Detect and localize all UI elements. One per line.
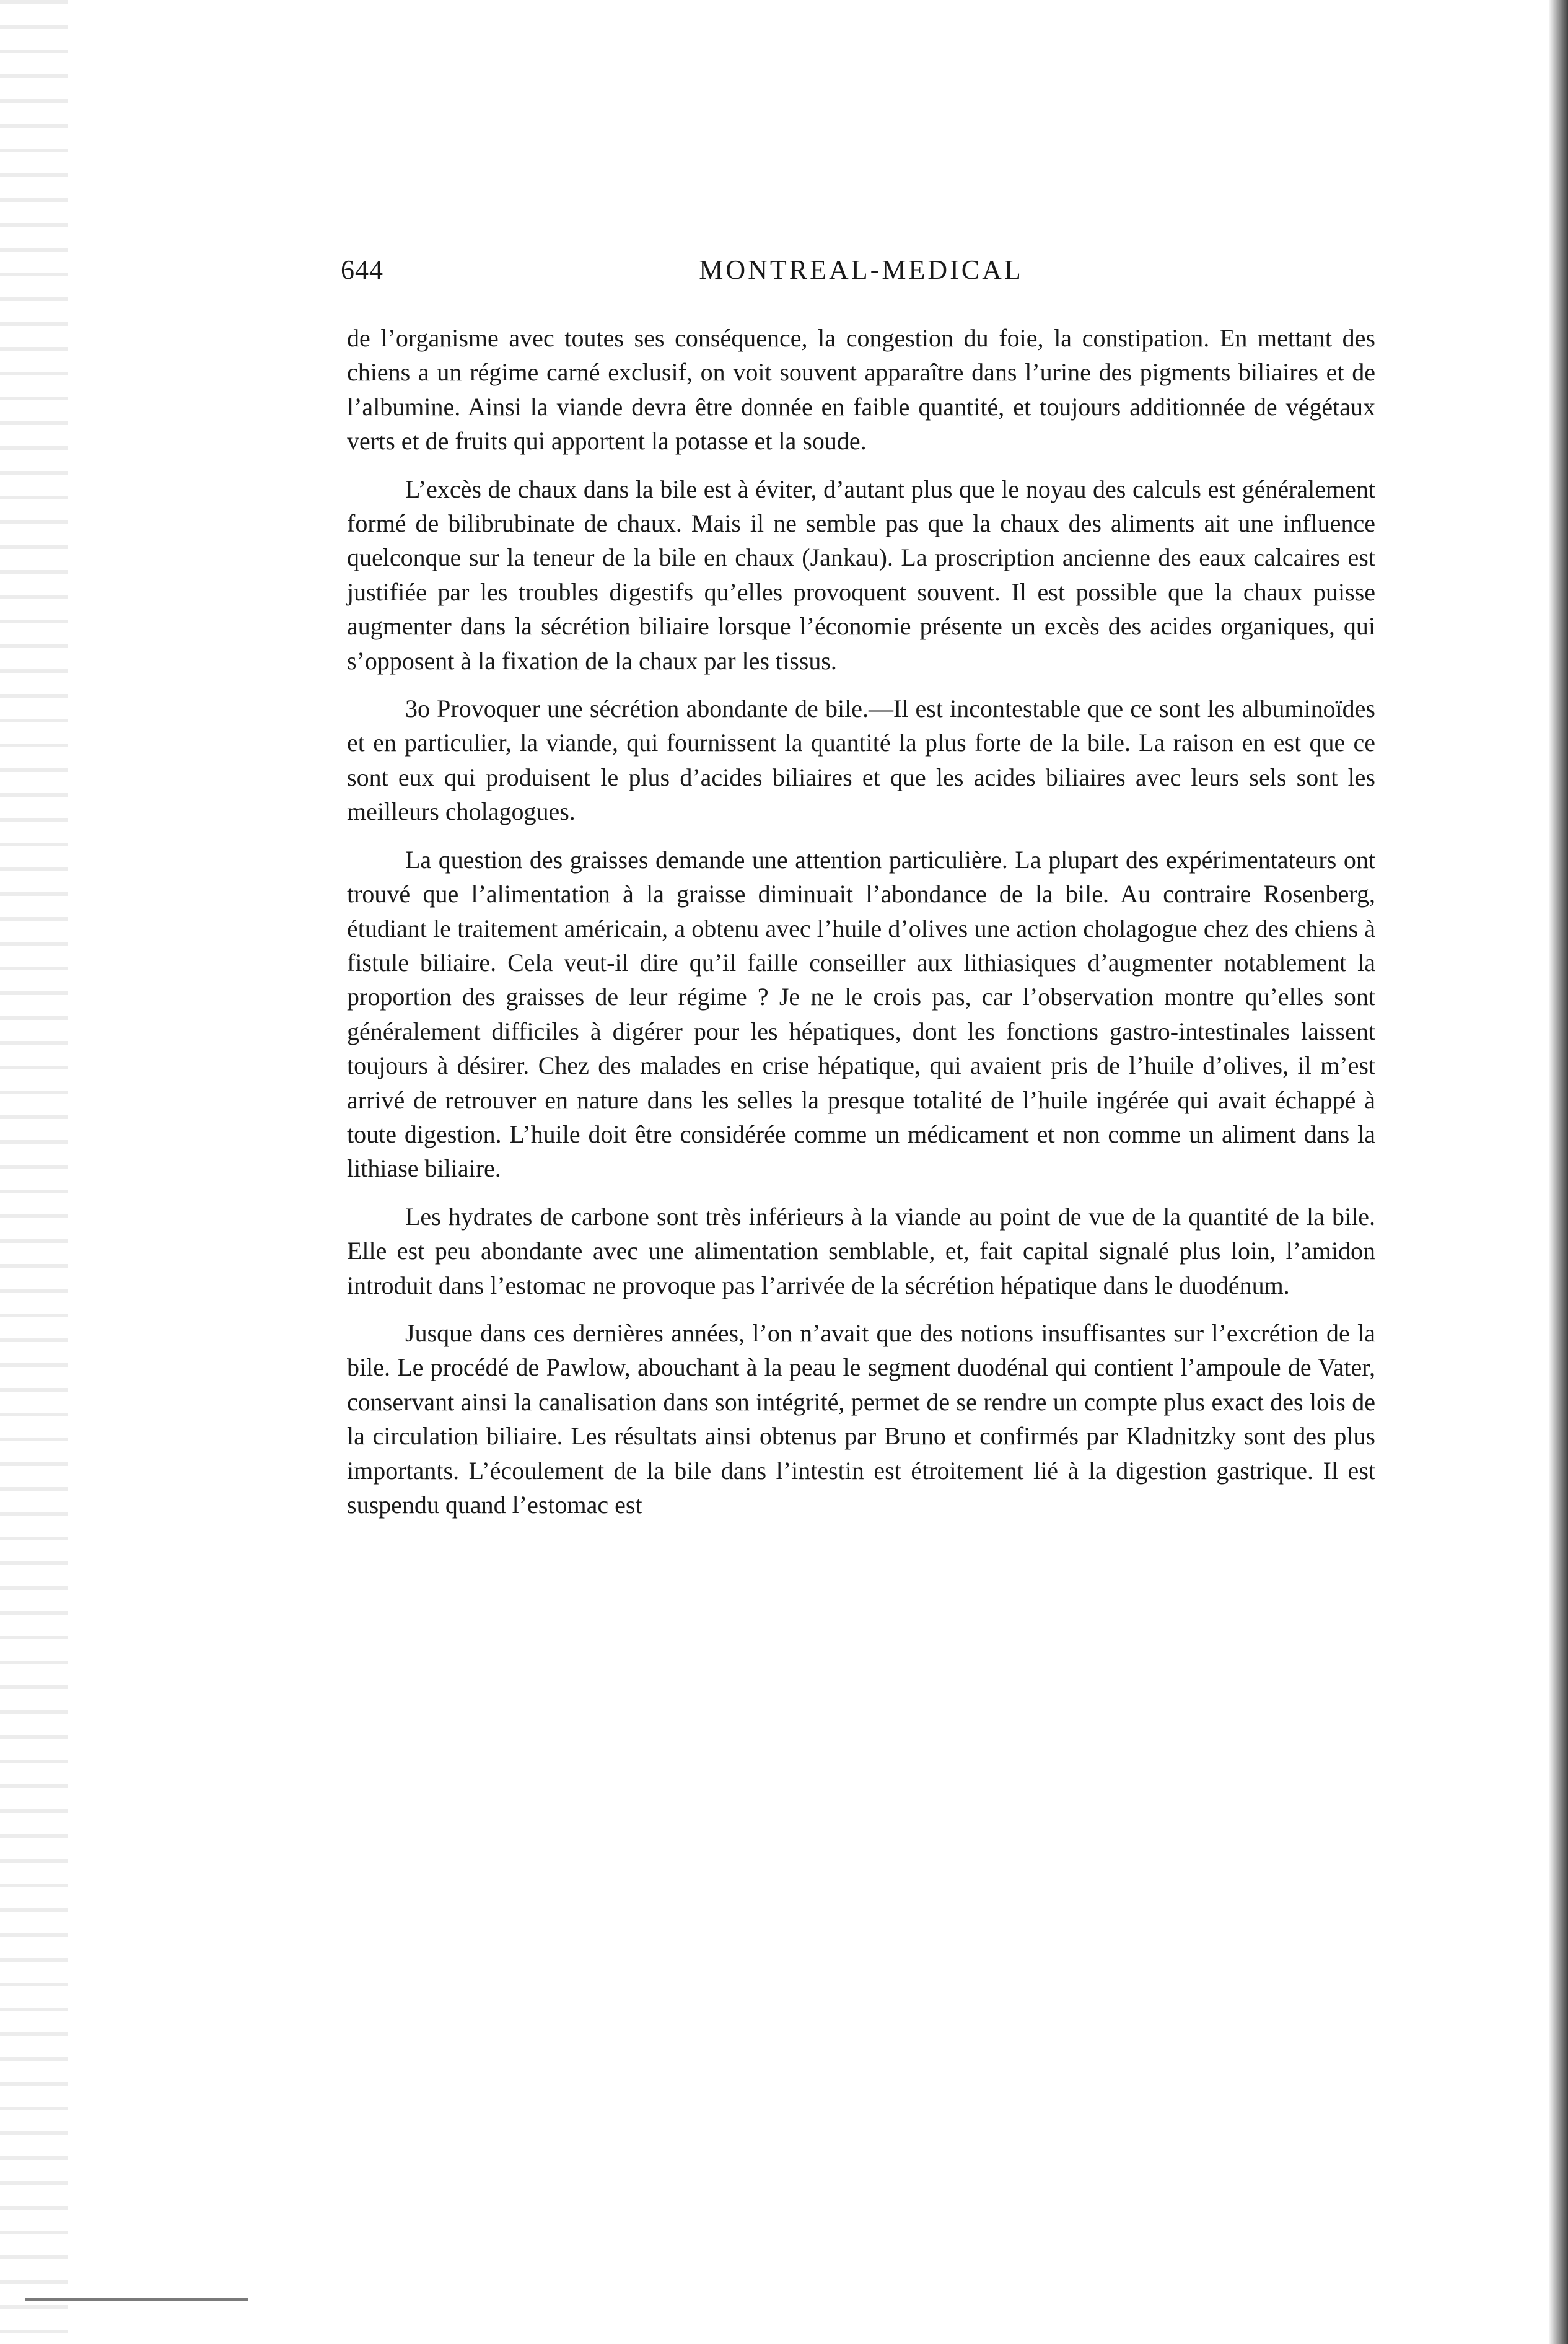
paragraph: L’excès de chaux dans la bile est à éviter, d’autant plus que le noyau des calculs est généralement formé de bilibrubinate de chaux. Mais il ne semble pas que la chaux des aliments ait une influence quelconque sur la teneur de la bile en chaux (Jankau). La proscription ancienne des eaux calcaires est justifiée par les troubles digestifs qu’elles provoquent souvent. Il est possible que la chaux puisse augmenter dans la sécrétion biliaire lorsque l’économie présente un excès des acides organiques, qui s’opposent à la fixation de la chaux par les tissus. <box>347 475 1375 675</box>
paragraph: La question des graisses demande une attention particulière. La plupart des expérimentateurs ont trouvé que l’alimentation à la graisse diminuait l’abondance de la bile. Au contraire Rosenberg, étudiant le traitement américain, a obtenu avec l’huile d’olives une action cholagogue chez des chiens à fistule biliaire. Cela veut-il dire qu’il faille conseiller aux lithiasiques d’augmenter notablement la proportion des graisses de leur régime ? Je ne le crois pas, car l’observation montre qu’elles sont généralement difficiles à digérer pour les hépatiques, dont les fonctions gastro-intestinales laissent toujours à désirer. Chez des malades en crise hépatique, qui avaient pris de l’huile d’olives, il m’est arrivé de retrouver en nature dans les selles la presque totalité de l’huile ingérée qui avait échappé à toute digestion. L’huile doit être considérée comme un médicament et non comme un aliment dans la lithiase biliaire. <box>347 845 1375 1183</box>
paragraph: 3o Provoquer une sécrétion abondante de bile.—Il est incontestable que ce sont les albuminoïdes et en particulier, la viande, qui fournissent la quantité la plus forte de la bile. La raison en est que ce sont eux qui produisent le plus d’acides biliaires et que les acides biliaires avec leurs sels sont les meilleurs cholagogues. <box>347 695 1375 826</box>
page-number: 644 <box>341 255 383 285</box>
paragraph: Jusque dans ces dernières années, l’on n’avait que des notions insuffisantes sur l’excrétion de la bile. Le procédé de Pawlow, abouchant à la peau le segment duodénal qui contient l’ampoule de Vater, conservant ainsi la canalisation dans son intégrité, permet de se rendre un compte plus exact des lois de la circulation biliaire. Les résultats ainsi obtenus par Bruno et confirmés par Kladnitzky sont des plus importants. L’écoulement de la bile dans l’intestin est étroitement lié à la digestion gastrique. Il est suspendu quand l’estomac est <box>347 1319 1375 1519</box>
running-title: MONTREAL-MEDICAL <box>699 255 1023 285</box>
body-text <box>347 321 1375 1535</box>
scan-margin-left <box>0 0 68 2344</box>
scan-bottom-rule <box>25 2298 248 2301</box>
scan-margin-right <box>1549 0 1568 2344</box>
paragraph: de l’organisme avec toutes ses conséquence, la congestion du foie, la constipation. En mettant des chiens a un régime carné exclusif, on voit souvent apparaître dans l’urine des pigments biliaires et de l’albumine. Ainsi la viande devra être donnée en faible quantité, et toujours additionnée de végétaux verts et de fruits qui apportent la potasse et la soude. <box>347 324 1375 455</box>
paragraph: Les hydrates de carbone sont très inférieurs à la viande au point de vue de la quantité de la bile. Elle est peu abondante avec une alimentation semblable, et, fait capital signalé plus loin, l’amidon introduit dans l’estomac ne provoque pas l’arrivée de la sécrétion hépatique dans le duodénum. <box>347 1202 1375 1299</box>
page-header <box>341 254 1382 297</box>
